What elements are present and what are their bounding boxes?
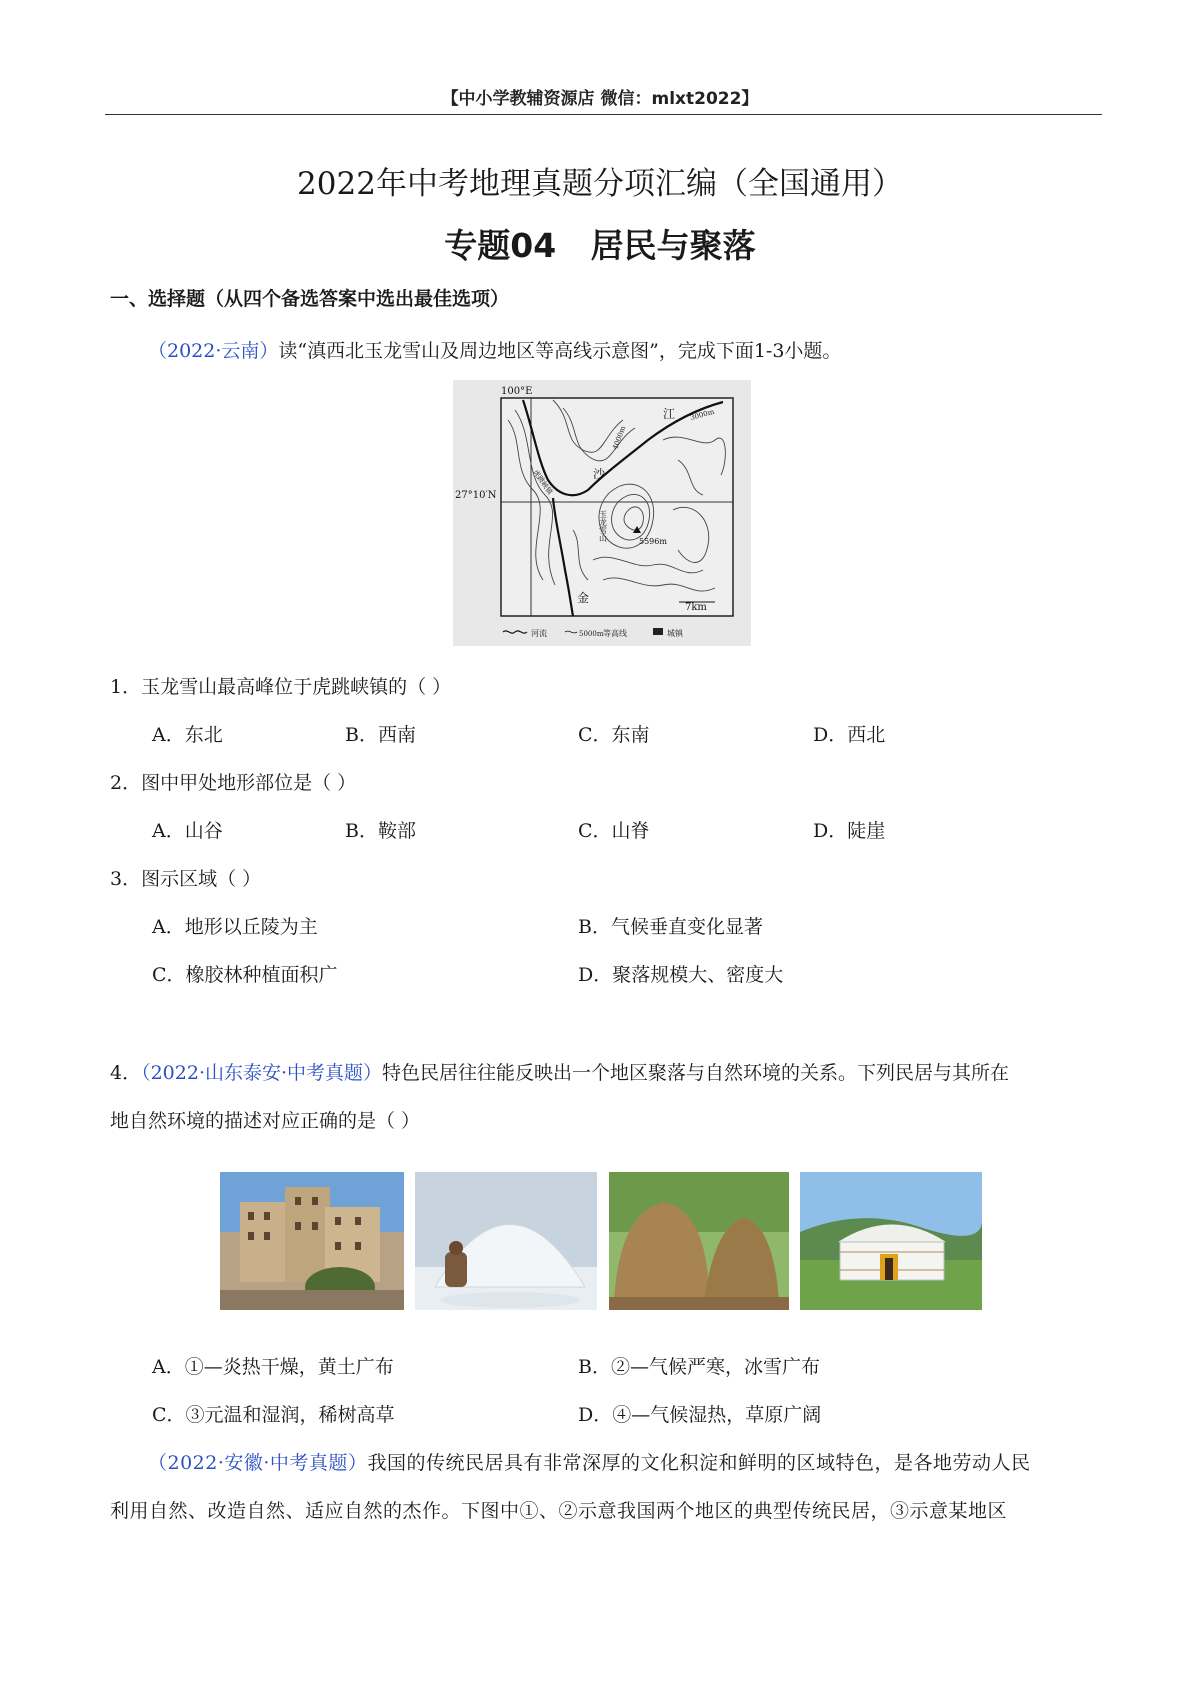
q4-option-a[interactable]: A．①—炎热干燥，黄土广布 <box>152 1356 394 1378</box>
map-label-c3000: 3000m <box>689 407 716 422</box>
q1-option-b[interactable]: B．西南 <box>345 724 416 746</box>
section-heading: 一、选择题（从四个备选答案中选出最佳选项） <box>110 288 510 310</box>
header-divider <box>105 114 1102 115</box>
intro-text: 读“滇西北玉龙雪山及周边地区等高线示意图”，完成下面1-3小题。 <box>278 340 842 362</box>
adobe-tower-house-image <box>220 1172 404 1310</box>
contour-map <box>453 380 751 646</box>
map-label-c4000: 4000m <box>611 424 628 451</box>
dwelling-photo-2 <box>415 1172 597 1310</box>
q3-option-a[interactable]: A．地形以丘陵为主 <box>152 916 318 938</box>
intro-2-source: （2022·安徽·中考真题） <box>148 1452 368 1474</box>
legend-river: 河流 <box>531 629 547 638</box>
dwelling-photo-3 <box>609 1172 789 1310</box>
q2-option-b[interactable]: B．鞍部 <box>345 820 416 842</box>
q2-option-c[interactable]: C．山脊 <box>578 820 650 842</box>
map-label-jiang: 江 <box>663 407 676 421</box>
q4-source: （2022·山东泰安·中考真题） <box>141 1062 383 1084</box>
intro-2-line1 <box>148 1448 1030 1475</box>
q2-option-a[interactable]: A．山谷 <box>152 820 223 842</box>
q3-option-c[interactable]: C．橡胶林种植面积广 <box>152 964 338 986</box>
question-2-stem: 2．图中甲处地形部位是（ ） <box>110 772 357 794</box>
map-label-jin: 金 <box>577 591 590 605</box>
q1-option-d[interactable]: D．西北 <box>813 724 886 746</box>
question-4-stem-line2: 地自然环境的描述对应正确的是（ ） <box>110 1110 421 1132</box>
q4-option-b[interactable]: B．②—气候严寒，冰雪广布 <box>578 1356 820 1378</box>
dwelling-photo-1 <box>220 1172 404 1310</box>
q4-number: 4． <box>110 1062 142 1084</box>
page-header: 【中小学教辅资源店 微信：mlxt2022】 <box>441 89 759 109</box>
question-4-stem-line1 <box>110 1058 1009 1085</box>
q2-option-d[interactable]: D．陡崖 <box>813 820 886 842</box>
question-3-stem: 3．图示区域（ ） <box>110 868 262 890</box>
legend-c5000: 5000m <box>579 630 604 638</box>
q4-option-d[interactable]: D．④—气候湿热，草原广阔 <box>578 1404 822 1426</box>
legend-contour: 等高线 <box>603 629 627 638</box>
page-title: 2022年中考地理真题分项汇编（全国通用） <box>297 166 903 202</box>
map-label-peak: 5596m <box>639 537 667 546</box>
yurt-image <box>800 1172 982 1310</box>
contour-map-figure <box>453 380 751 646</box>
q4-option-c[interactable]: C．③元温和湿润，稀树高草 <box>152 1404 395 1426</box>
intro-2-text1: 我国的传统民居具有非常深厚的文化积淀和鲜明的区域特色，是各地劳动人民 <box>367 1452 1031 1474</box>
grass-hut-image <box>609 1172 789 1310</box>
q1-option-c[interactable]: C．东南 <box>578 724 650 746</box>
intro-2-line2: 利用自然、改造自然、适应自然的杰作。下图中①、②示意我国两个地区的典型传统民居，③示意某地区 <box>110 1500 1008 1522</box>
topic-title: 专题04 居民与聚落 <box>444 226 756 265</box>
q3-option-b[interactable]: B．气候垂直变化显著 <box>578 916 763 938</box>
map-label-lat: 27°10′N <box>455 490 497 501</box>
question-1-stem: 1．玉龙雪山最高峰位于虎跳峡镇的（ ） <box>110 676 452 698</box>
map-label-scale: 7km <box>685 602 707 613</box>
dwelling-photo-4 <box>800 1172 982 1310</box>
intro-1 <box>148 336 841 363</box>
map-label-town: 虎跳峡镇 <box>531 468 554 497</box>
q3-option-d[interactable]: D．聚落规模大、密度大 <box>578 964 784 986</box>
map-label-sha: 沙 <box>593 467 606 481</box>
map-label-mountain: 玉龙雪山 <box>598 510 608 542</box>
q1-option-a[interactable]: A．东北 <box>152 724 223 746</box>
legend-town: 城镇 <box>667 629 683 638</box>
q4-text1: 特色民居往往能反映出一个地区聚落与自然环境的关系。下列民居与其所在 <box>382 1062 1010 1084</box>
source-tag: （2022·云南） <box>148 340 279 362</box>
igloo-image <box>415 1172 597 1310</box>
map-label-lon: 100°E <box>501 386 533 397</box>
